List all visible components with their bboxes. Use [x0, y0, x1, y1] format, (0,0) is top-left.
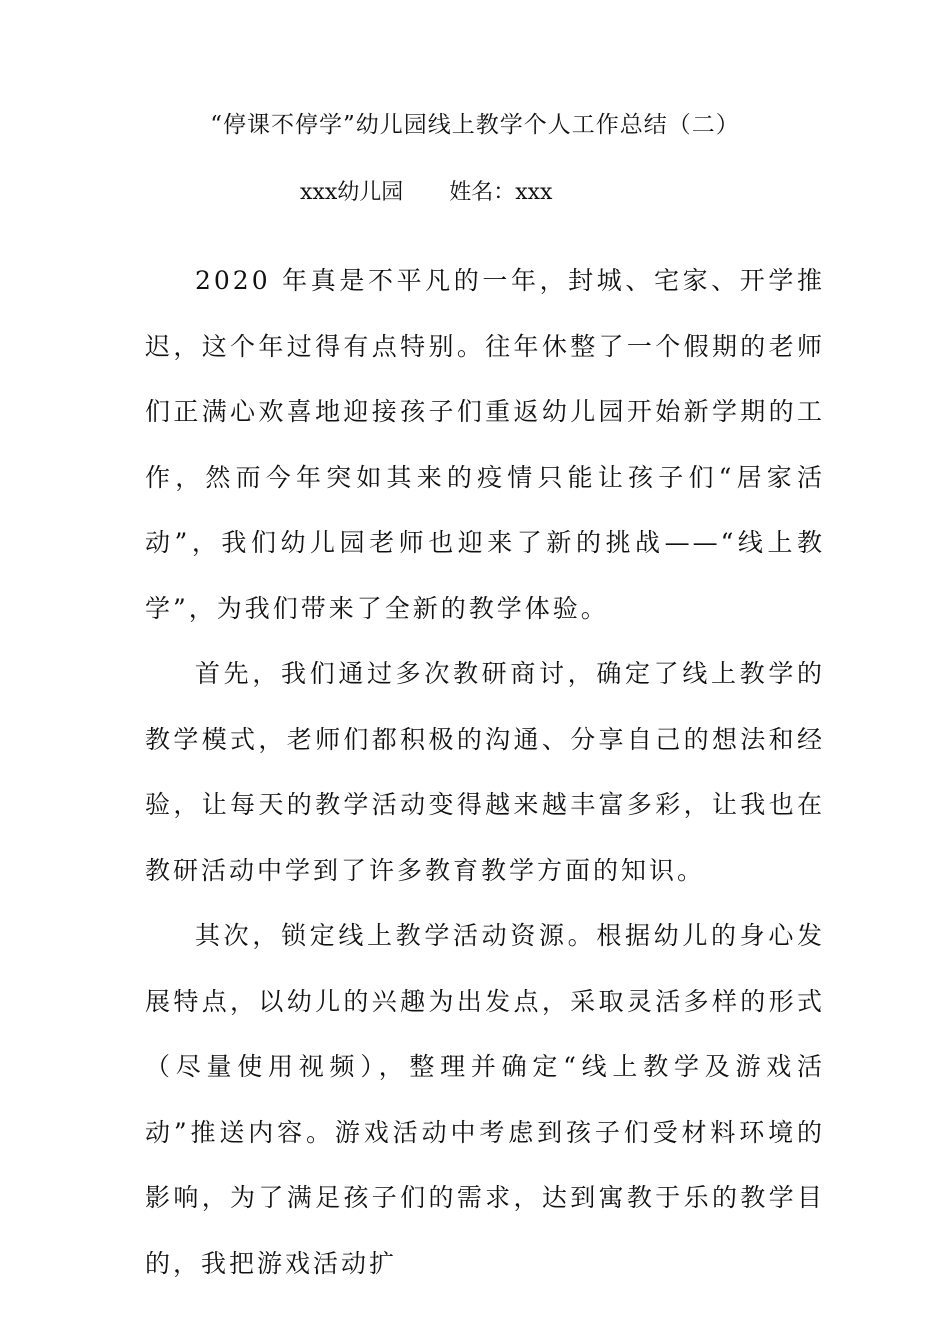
paragraph-3: 其次，锁定线上教学活动资源。根据幼儿的身心发展特点，以幼儿的兴趣为出发点，采取灵活多样的形式（尽量使用视频），整理并确定“线上教学及游戏活动”推送内容。游戏活动中考虑到孩子们受材料环境的影响，为了满足孩子们的需求，达到寓教于乐的教学目的，我把游戏活动扩	[145, 921, 825, 1278]
paragraph-2: 首先，我们通过多次教研商讨，确定了线上教学的教学模式，老师们都积极的沟通、分享自己的想法和经验，让每天的教学活动变得越来越丰富多彩，让我也在教研活动中学到了许多教育教学方面的知识。	[145, 659, 825, 885]
paragraph-1: 2020 年真是不平凡的一年，封城、宅家、开学推迟，这个年过得有点特别。往年休整了一个假期的老师们正满心欢喜地迎接孩子们重返幼儿园开始新学期的工作，然而今年突如其来的疫情只能让孩子们“居家活动”，我们幼儿园老师也迎来了新的挑战——“线上教学”，为我们带来了全新的教学体验。	[145, 266, 825, 623]
document-title: “停课不停学”幼儿园线上教学个人工作总结（二）	[210, 112, 740, 138]
author-name: 姓名：xxx	[449, 180, 553, 205]
school-name: xxx幼儿园	[300, 180, 404, 205]
author-line	[300, 173, 552, 213]
